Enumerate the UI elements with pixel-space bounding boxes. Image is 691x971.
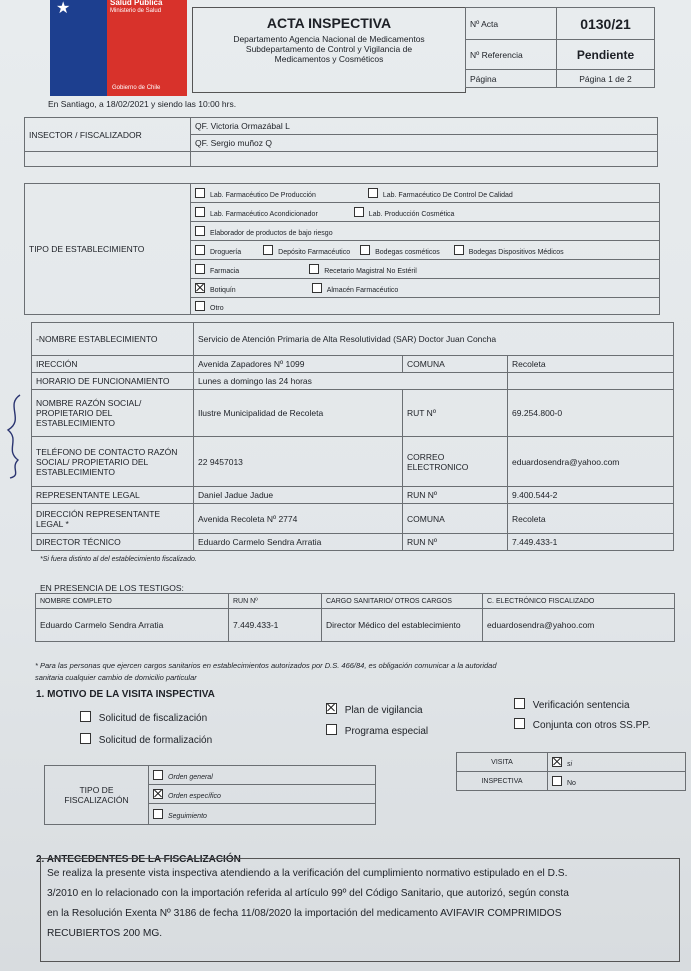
logo-bottom-text: Gobierno de Chile (112, 85, 161, 91)
note-line-1: * Para las personas que ejercen cargos sanitarios en establecimientos autorizados por D.S. 466/84, es obligación comunicar a la autoridad (35, 661, 497, 670)
option-programa-especial[interactable] (326, 724, 428, 737)
rut-label: RUT Nº (403, 390, 508, 437)
checkbox-orden-especifico-checked[interactable] (153, 789, 163, 799)
antecedentes-line-4: RECUBIERTOS 200 MG. (47, 928, 163, 939)
owner-value: Ilustre Municipalidad de Recoleta (194, 390, 403, 437)
name-label: -NOMBRE ESTABLECIMIENTO (32, 323, 194, 356)
fiscalizacion-table (44, 765, 376, 825)
handwritten-signature (0, 390, 30, 480)
farmacia-label: Farmacia (210, 267, 240, 275)
solicitud-form-label: Solicitud de formalización (98, 735, 213, 746)
antecedentes-line-3: en la Resolución Exenta Nº 3186 de fecha 11/08/2020 la importación del medicamento AVIFAVIR COMPRIMIDOS (47, 908, 562, 919)
lab-acond-label: Lab. Farmacéutico Acondicionador (210, 210, 318, 218)
section2-title: 2. ANTECEDENTES DE LA FISCALIZACIÓN (36, 854, 241, 865)
checkbox-otro[interactable] (195, 301, 205, 311)
logo-top-text: Salud Pública (110, 0, 163, 7)
legal-run-label: RUN Nº (403, 487, 508, 504)
header-box (192, 7, 466, 93)
legal-rep-label: REPRESENTANTE LEGAL (32, 487, 194, 504)
acta-number: 0130/21 (557, 8, 655, 40)
verificacion-label: Verificación sentencia (532, 700, 630, 711)
phone-value: 22 9457013 (194, 437, 403, 487)
footnote: *Si fuera distinto al del establecimiento fiscalizado. (40, 556, 197, 563)
option-conjunta[interactable] (514, 718, 650, 731)
owner-label: NOMBRE RAZÓN SOCIAL/ PROPIETARIO DEL ESTABLECIMIENTO (32, 390, 194, 437)
document-title: ACTA INSPECTIVA (266, 15, 392, 31)
option-solicitud-form[interactable] (80, 733, 212, 746)
acta-label: Nº Acta (466, 8, 557, 40)
checkbox-almacen[interactable] (312, 283, 322, 293)
plan-label: Plan de vigilancia (344, 705, 423, 716)
establishment-type-table (24, 183, 660, 315)
tech-director-value: Eduardo Carmelo Sendra Arratia (194, 534, 403, 551)
comuna-label: COMUNA (403, 356, 508, 373)
col-run-header: RUN Nº (229, 594, 322, 609)
address-label: IRECCIÓN (32, 356, 194, 373)
page-label: Página (466, 70, 557, 88)
header-line1: Departamento Agencia Nacional de Medicamentos (233, 34, 425, 44)
option-solicitud-fisc[interactable] (80, 711, 207, 724)
checkbox-lab-acond[interactable] (195, 207, 205, 217)
botiquin-label: Botiquín (210, 286, 236, 294)
col-name-header: NOMBRE COMPLETO (36, 594, 229, 609)
checkbox-elab-bajo[interactable] (195, 226, 205, 236)
rut-value: 69.254.800-0 (508, 390, 674, 437)
fiscalizacion-label-1: TIPO DE (79, 785, 114, 795)
orden-especifico-label: Orden específico (168, 792, 221, 800)
checkbox-visita-si-checked[interactable] (552, 757, 562, 767)
fiscalizacion-label-2: FISCALIZACIÓN (64, 795, 129, 805)
legal-run-value: 9.400.544-2 (508, 487, 674, 504)
checkbox-deposito[interactable] (263, 245, 273, 255)
reference-label: Nº Referencia (466, 40, 557, 70)
checkbox-lab-prod[interactable] (195, 188, 205, 198)
deposito-label: Depósito Farmacéutico (278, 248, 351, 256)
almacen-label: Almacén Farmacéutico (326, 286, 399, 294)
bodegas-cosm-label: Bodegas cosméticos (375, 248, 440, 256)
visita-table (456, 752, 686, 791)
col-cargo-header: CARGO SANITARIO/ OTROS CARGOS (322, 594, 483, 609)
checkbox-orden-general[interactable] (153, 770, 163, 780)
visita-si-label: si (567, 760, 573, 768)
name-value: Servicio de Atención Primaria de Alta Resolutividad (SAR) Doctor Juan Concha (194, 323, 674, 356)
establishment-type-label: TIPO DE ESTABLECIMIENTO (25, 184, 191, 315)
lab-control-label: Lab. Farmacéutico De Control De Calidad (382, 191, 513, 199)
witness-cargo: Director Médico del establecimiento (322, 609, 483, 642)
checkbox-visita-no[interactable] (552, 776, 562, 786)
legal-address-value: Avenida Recoleta Nº 2774 (194, 504, 403, 534)
witnesses-table (35, 593, 675, 642)
comuna-value: Recoleta (508, 356, 674, 373)
tech-director-label: DIRECTOR TÉCNICO (32, 534, 194, 551)
checkbox-seguimiento[interactable] (153, 809, 163, 819)
inspector-label: INSECTOR / FISCALIZADOR (25, 118, 191, 152)
antecedentes-line-1: Se realiza la presente vista inspectiva atendiendo a la verificación del cumplimiento normativo estipulado en el D.S. (47, 868, 568, 879)
option-verificacion[interactable] (514, 698, 630, 711)
lab-cosm-label: Lab. Producción Cosmética (368, 210, 455, 218)
note-line-2: sanitaria cualquier cambio de domicilio particular (35, 673, 197, 682)
legal-address-label: DIRECCIÓN REPRESENTANTE LEGAL * (32, 504, 194, 534)
tech-run-value: 7.449.433-1 (508, 534, 674, 551)
programa-label: Programa especial (344, 726, 429, 737)
inspector-name-2: QF. Sergio muñoz Q (191, 135, 658, 152)
checkbox-bodegas-cosm[interactable] (360, 245, 370, 255)
elab-bajo-label: Elaborador de productos de bajo riesgo (210, 229, 333, 237)
checkbox-lab-cosm[interactable] (354, 207, 364, 217)
visita-no-label: No (567, 779, 576, 787)
header-info-table (465, 7, 655, 88)
address-value: Avenida Zapadores Nº 1099 (194, 356, 403, 373)
solicitud-fisc-label: Solicitud de fiscalización (98, 713, 208, 724)
visita-label-1: VISITA (457, 753, 548, 772)
witness-email: eduardosendra@yahoo.com (483, 609, 675, 642)
page-value: Página 1 de 2 (557, 70, 655, 88)
inspector-table (24, 117, 658, 167)
witness-name: Eduardo Carmelo Sendra Arratia (36, 609, 229, 642)
government-logo (50, 0, 187, 96)
header-line3: Medicamentos y Cosméticos (274, 54, 384, 64)
establishment-details-table (31, 322, 674, 551)
antecedentes-box (40, 858, 680, 962)
witnesses-title: EN PRESENCIA DE LOS TESTIGOS: (40, 583, 184, 593)
inspector-name-1: QF. Victoria Ormazábal L (191, 118, 658, 135)
email-label: CORREO ELECTRONICO (403, 437, 508, 487)
star-icon: ★ (56, 0, 71, 17)
lab-prod-label: Lab. Farmacéutico De Producción (210, 191, 316, 199)
seguimiento-label: Seguimiento (168, 812, 207, 820)
antecedentes-line-2: 3/2010 en lo relacionado con la importación referida al artículo 99º del Código Sanitario, que autorizó, según consta (47, 888, 569, 899)
option-plan-vigilancia-checked[interactable] (326, 703, 423, 716)
phone-label: TELÉFONO DE CONTACTO RAZÓN SOCIAL/ PROPIETARIO DEL ESTABLECIMIENTO (32, 437, 194, 487)
conjunta-label: Conjunta con otros SS.PP. (532, 720, 651, 731)
bodegas-disp-label: Bodegas Dispositivos Médicos (468, 248, 564, 256)
email-value: eduardosendra@yahoo.com (508, 437, 674, 487)
checkbox-bodegas-disp[interactable] (454, 245, 464, 255)
checkbox-recetario[interactable] (309, 264, 319, 274)
logo-sub-text: Ministerio de Salud (110, 8, 162, 14)
checkbox-drogueria[interactable] (195, 245, 205, 255)
otro-label: Otro (210, 304, 224, 312)
checkbox-botiquin-checked[interactable] (195, 283, 205, 293)
checkbox-lab-control[interactable] (368, 188, 378, 198)
col-email-header: C. ELECTRÓNICO FISCALIZADO (483, 594, 675, 609)
witness-run: 7.449.433-1 (229, 609, 322, 642)
visita-label-2: INSPECTIVA (457, 772, 548, 791)
recetario-label: Recetario Magistral No Estéril (324, 267, 417, 275)
legal-rep-value: Daniel Jadue Jadue (194, 487, 403, 504)
section1-title: 1. MOTIVO DE LA VISITA INSPECTIVA (36, 689, 215, 700)
tech-run-label: RUN Nº (403, 534, 508, 551)
reference-value: Pendiente (557, 40, 655, 70)
checkbox-farmacia[interactable] (195, 264, 205, 274)
legal-comuna-label: COMUNA (403, 504, 508, 534)
hours-label: HORARIO DE FUNCIONAMIENTO (32, 373, 194, 390)
drogueria-label: Droguería (210, 248, 242, 256)
header-line2: Subdepartamento de Control y Vigilancia de (245, 44, 413, 54)
hours-value: Lunes a domingo las 24 horas (194, 373, 508, 390)
orden-general-label: Orden general (168, 773, 213, 781)
date-line: En Santiago, a 18/02/2021 y siendo las 10:00 hrs. (48, 99, 237, 109)
legal-comuna-value: Recoleta (508, 504, 674, 534)
